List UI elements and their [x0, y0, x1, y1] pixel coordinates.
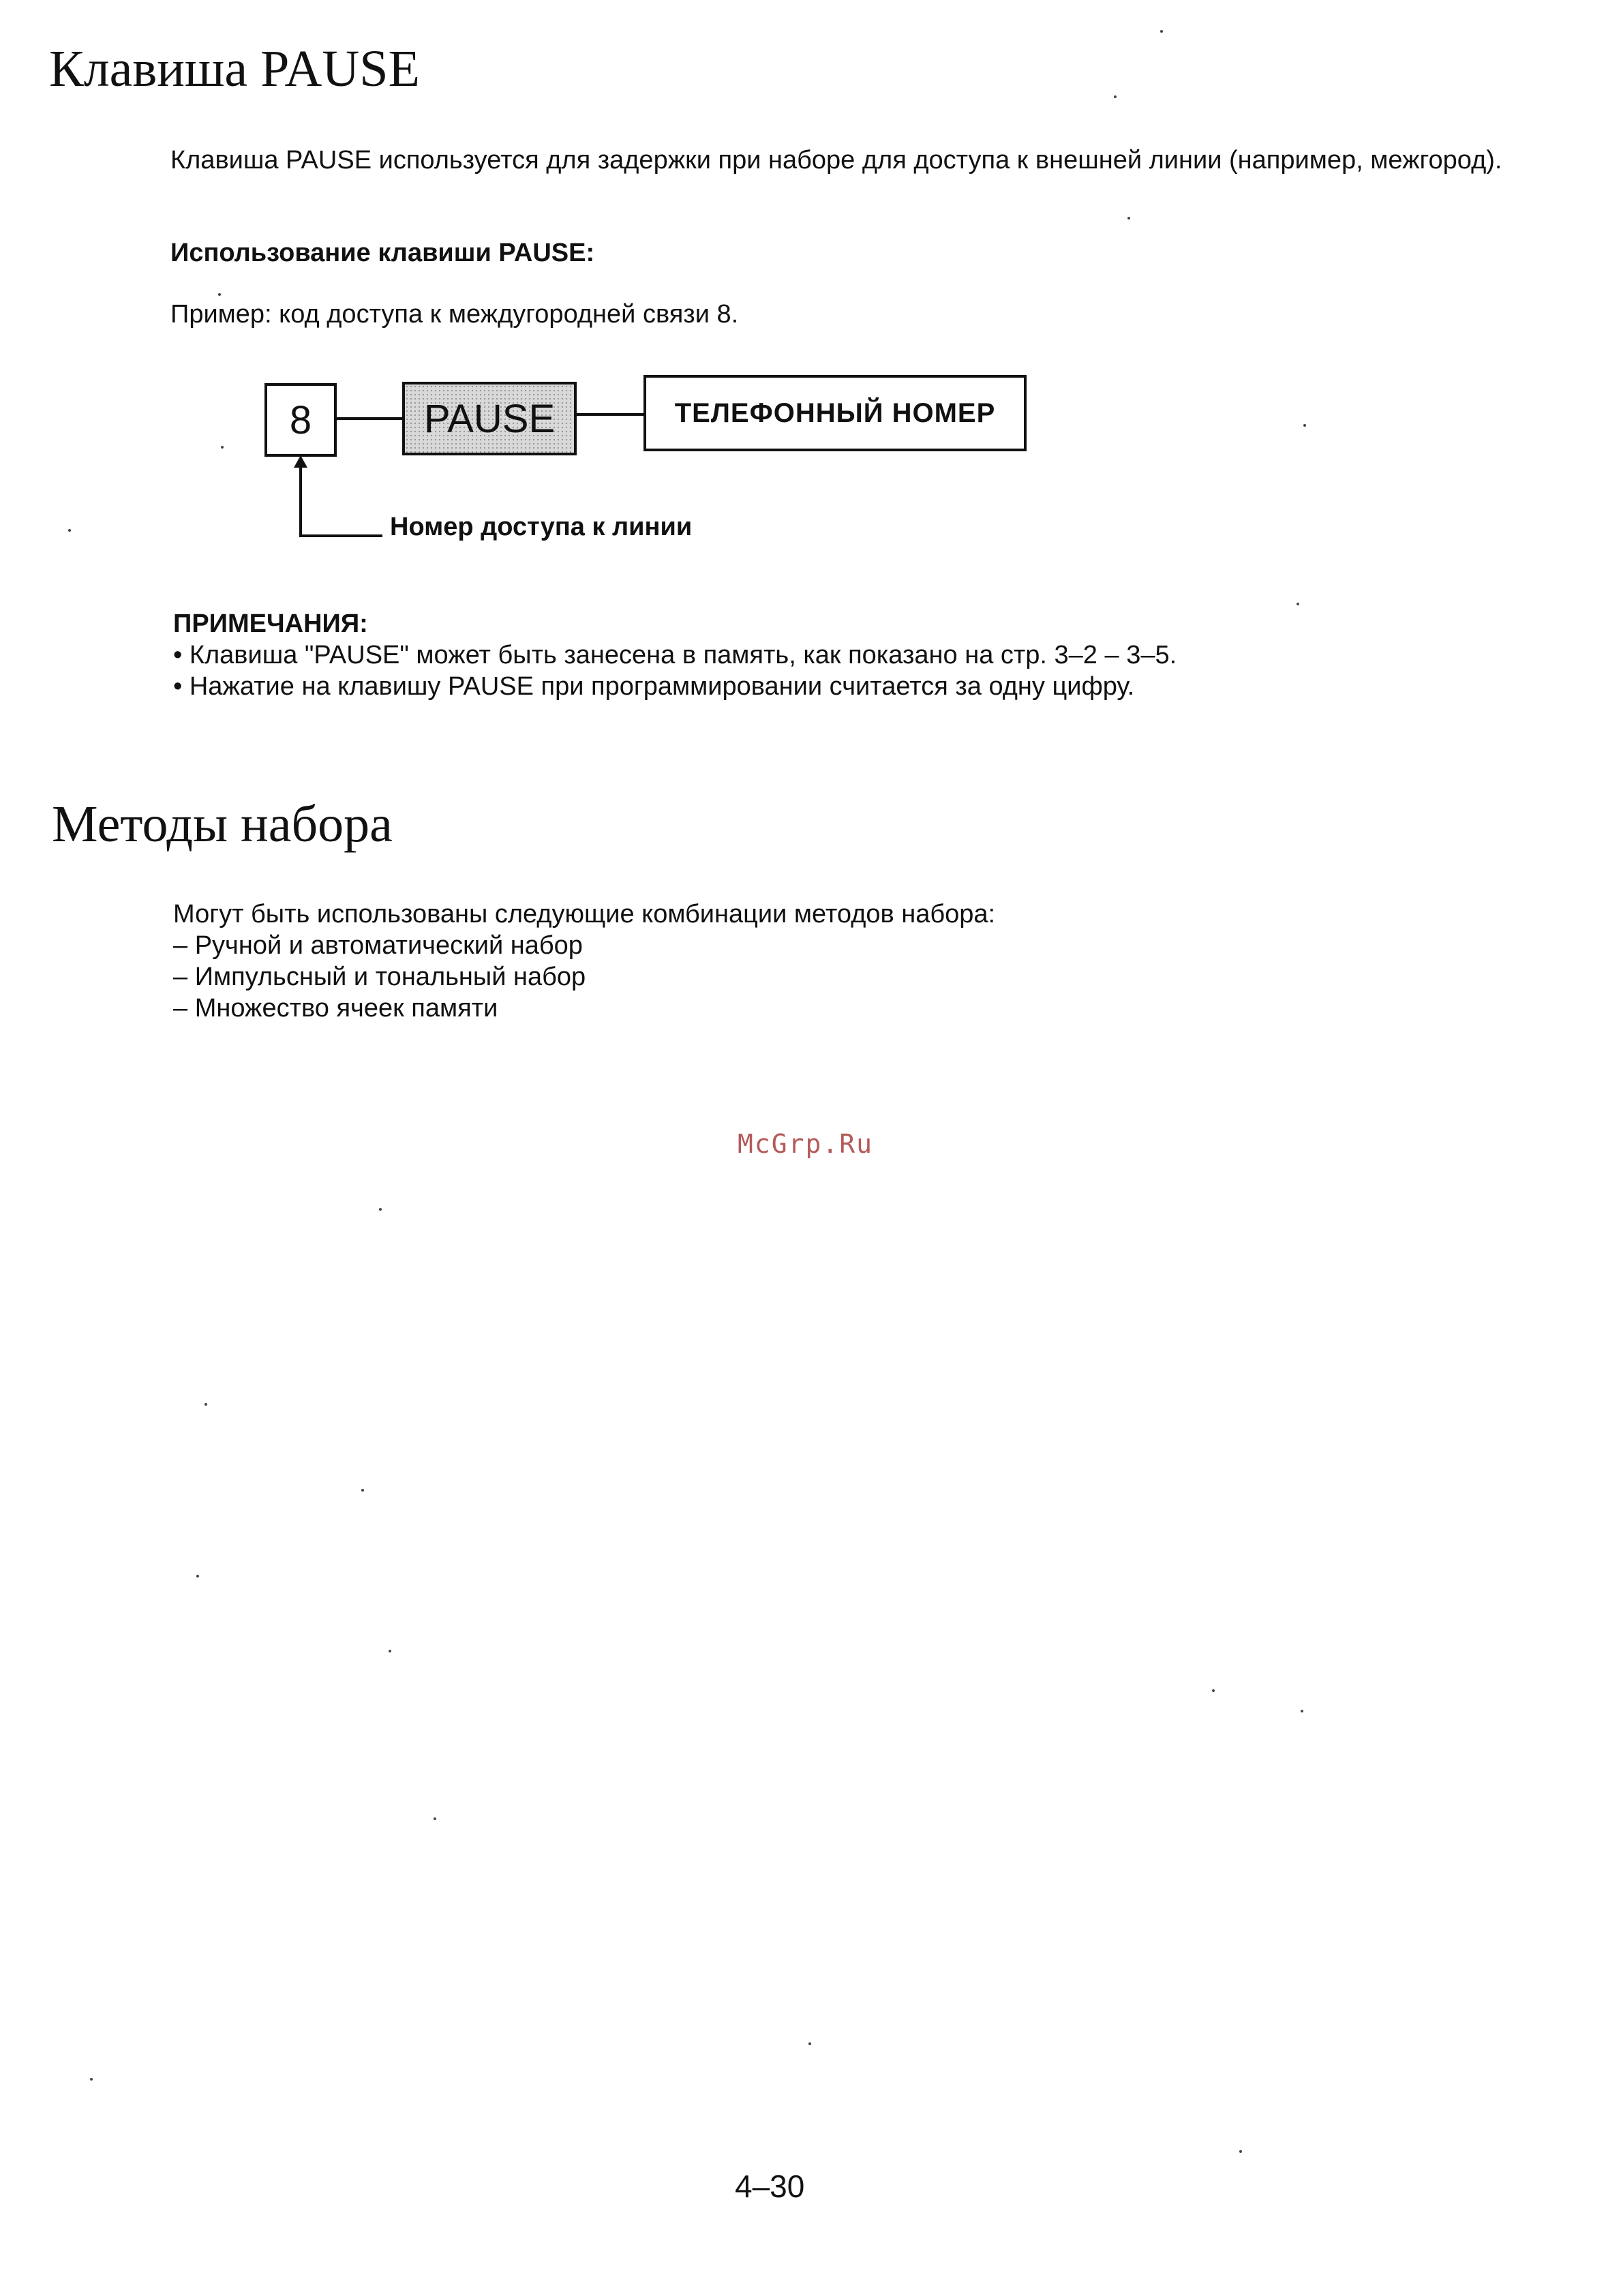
speck	[221, 446, 224, 449]
note-item: • Клавиша "PAUSE" может быть занесена в память, как показано на стр. 3–2 – 3–5.	[173, 641, 1177, 669]
list-item: – Импульсный и тональный набор	[173, 963, 586, 991]
speck	[90, 2078, 93, 2081]
usage-heading: Использование клавиши PAUSE:	[170, 239, 595, 267]
note-item: • Нажатие на клавишу PAUSE при программировании считается за одну цифру.	[173, 672, 1135, 701]
speck	[389, 1650, 391, 1652]
speck	[434, 1817, 436, 1820]
usage-example: Пример: код доступа к междугородней связи 8.	[170, 300, 739, 329]
phone-number-box: ТЕЛЕФОННЫЙ НОМЕР	[643, 375, 1027, 451]
access-line-label: Номер доступа к линии	[390, 513, 693, 541]
speck	[379, 1208, 382, 1211]
speck	[1297, 603, 1299, 605]
page-number: 4–30	[735, 2169, 805, 2204]
list-item: – Ручной и автоматический набор	[173, 931, 583, 960]
section-title-pause-key: Клавиша PAUSE	[49, 40, 420, 97]
speck	[1127, 217, 1130, 220]
pause-key-box: PAUSE	[402, 382, 577, 455]
speck	[1301, 1710, 1303, 1712]
pointer-line	[299, 534, 382, 537]
access-code-key: 8	[264, 383, 337, 457]
connector-line	[577, 413, 643, 416]
speck	[1212, 1689, 1215, 1692]
notes-heading: ПРИМЕЧАНИЯ:	[173, 609, 368, 638]
speck	[808, 2042, 811, 2045]
pointer-line	[299, 466, 302, 537]
speck	[1239, 2150, 1242, 2153]
speck	[1303, 424, 1306, 427]
watermark: McGrp.Ru	[738, 1129, 874, 1159]
list-item: – Множество ячеек памяти	[173, 994, 498, 1023]
speck	[68, 529, 71, 532]
pause-key-intro: Клавиша PAUSE используется для задержки при наборе для доступа к внешней линии (например, межгород).	[170, 146, 1502, 175]
connector-line	[337, 417, 402, 420]
speck	[1114, 95, 1117, 98]
speck	[204, 1403, 207, 1406]
speck	[218, 293, 221, 296]
speck	[196, 1575, 199, 1577]
speck	[1160, 30, 1163, 33]
speck	[361, 1489, 364, 1492]
dialing-methods-intro: Могут быть использованы следующие комбинации методов набора:	[173, 900, 996, 928]
section-title-dialing-methods: Методы набора	[52, 796, 393, 853]
